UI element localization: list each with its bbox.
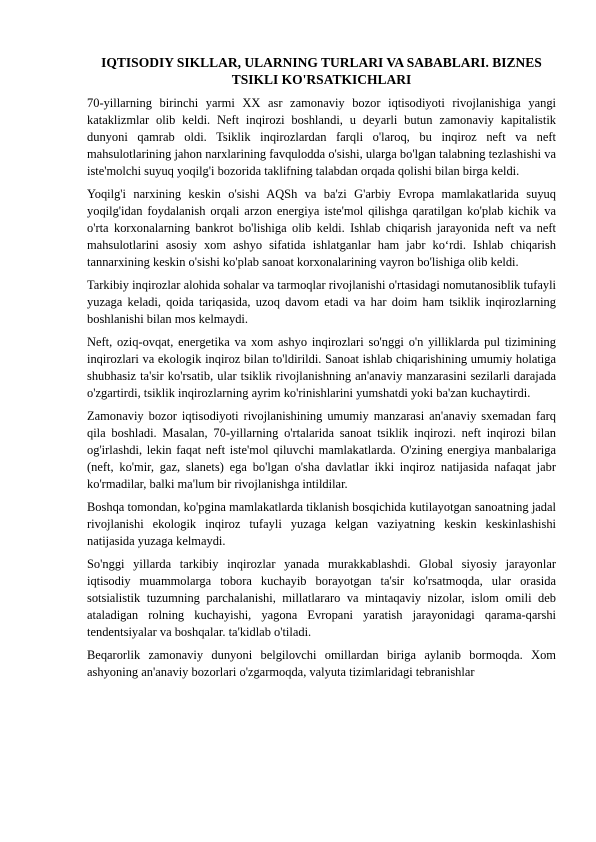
paragraph-3: Tarkibiy inqirozlar alohida sohalar va tarmoqlar rivojlanishi o'rtasidagi nomutanosiblik tufayli yuzaga keladi, qoida tariqasida, uzoq davom etadi va har doim ham tsiklik inqirozlarning boshlanishi bilan mos kelmaydi. <box>87 278 556 326</box>
paragraph-7: So'nggi yillarda tarkibiy inqirozlar yanada murakkablashdi. Global siyosiy jarayonlar iqtisodiy muammolarga tobora kuchayib borayotgan ta'sir ko'rsatmoqda, ular orasida sotsialistik tuzumning parchalanishi, millatlararo va mintaqaviy nizolar, islom omili deb ataladigan rolning kuchayishi, yagona Evropani yaratish jarayonidagi qarama-qarshi tendentsiyalar va boshqalar. ta'kidlab o'tiladi. <box>87 557 556 639</box>
paragraph-8: Beqarorlik zamonaviy dunyoni belgilovchi omillardan biriga aylanib bormoqda. Xom ashyoning an'anaviy bozorlari o'zgarmoqda, valyuta tizimlaridagi tebranishlar <box>87 648 556 679</box>
paragraph-6: Boshqa tomondan, ko'pgina mamlakatlarda tiklanish bosqichida kutilayotgan sanoatning jadal rivojlanishi ekologik inqiroz tufayli yuzaga kelgan vaziyatning keskin keskinlashishi natijasida yuzaga kelmaydi. <box>87 500 556 548</box>
paragraph-4: Neft, oziq-ovqat, energetika va xom ashyo inqirozlari so'nggi o'n yilliklarda pul tizimining inqirozlari va ekologik inqiroz bilan to'ldirildi. Sanoat ishlab chiqarishining umumiy holatiga shubhasiz ta'sir ko'rsatib, ular tsiklik rivojlanishning an'anaviy manzarasini sezilarli darajada o'zgartirdi, tsiklik inqirozlarning ayrim ko'rinishlarini yumshatdi yoki ba'zan kuchaytirdi. <box>87 335 556 400</box>
document-title: IQTISODIY SIKLLAR, ULARNING TURLARI VA SABABLARI. BIZNES TSIKLI KO'RSATKICHLARI <box>101 55 542 87</box>
paragraph-5: Zamonaviy bozor iqtisodiyoti rivojlanishining umumiy manzarasi an'anaviy sxemadan farq qila boshladi. Masalan, 70-yillarning o'rtalarida sanoat tsiklik inqirozi. neft inqirozi bilan og'irlashdi, lekin faqat neft iste'mol qiluvchi mamlakatlarda. O'zining energiya manbalariga (neft, ko'mir, gaz, slanets) ega bo'lgan o'sha davlatlar ikki inqiroz natijasida nafaqat jabr ko'rmadilar, balki ma'lum bir rivojlanishga intildilar. <box>87 409 556 491</box>
paragraph-1: 70-yillarning birinchi yarmi XX asr zamonaviy bozor iqtisodiyoti rivojlanishiga yangi kataklizmlar olib keldi. Neft inqirozi boshlandi, u deyarli butun zamonaviy kapitalistik dunyoni qamrab oldi. Tsiklik inqirozlardan farqli o'laroq, bu inqiroz neft va neft mahsulotlarining jahon narxlarining favqulodda o'sishi, ularga bo'lgan talabning tezlashishi va iste'molchi suyuq yoqilg'i bozorida taklifning talabdan orqada qolishi bilan birga keldi. <box>87 96 556 178</box>
paragraph-2: Yoqilg'i narxining keskin o'sishi AQSh va ba'zi G'arbiy Evropa mamlakatlarida suyuq yoqilg'idan foydalanish orqali arzon energiya iste'mol qilishga qaratilgan ko'plab kichik va o'rta korxonalarning bankrot bo'lishiga olib keldi. Ishlab chiqarish jarayonida neft va neft mahsulotlarini asosiy xom ashyo sifatida ishlatganlar ham jabr ko‘rdi. Ishlab chiqarish tannarxining keskin o'sishi ko'plab sanoat korxonalarining vayron bo'lishiga olib keldi. <box>87 187 556 269</box>
